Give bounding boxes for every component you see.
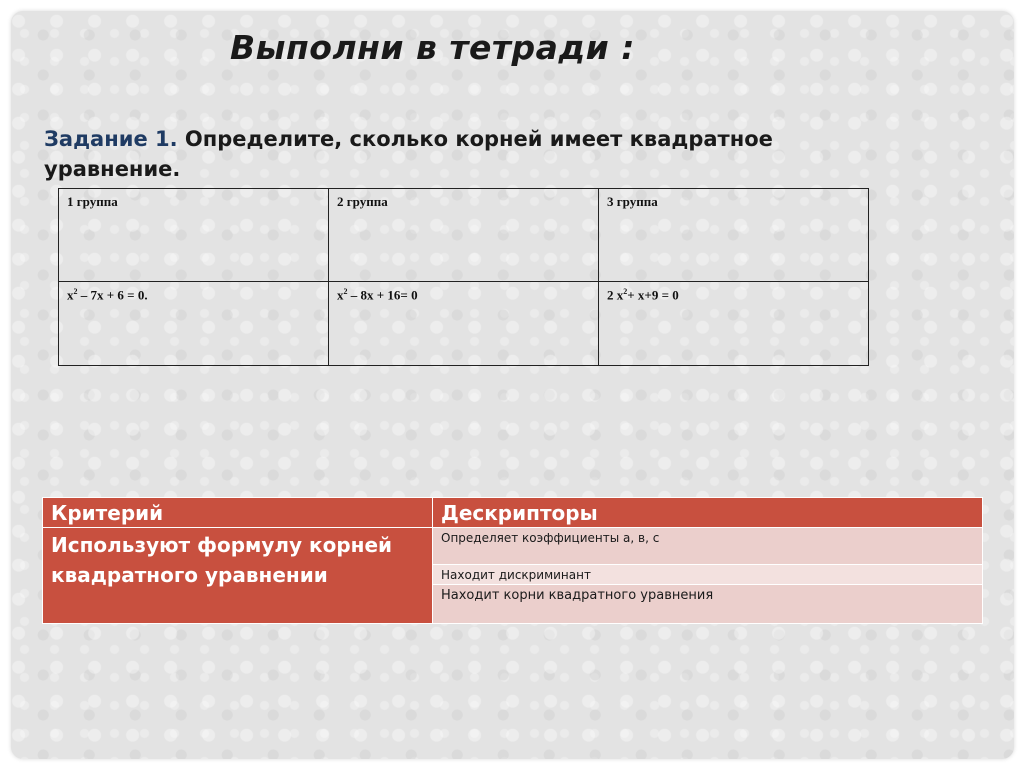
task-text (44, 124, 864, 184)
criterion-header: Критерий (43, 498, 433, 528)
descriptors-header: Дескрипторы (433, 498, 983, 528)
descriptor-2: Находит дискриминант (433, 565, 983, 585)
descriptor-1: Определяет коэффициенты а, в, с (433, 528, 983, 565)
criteria-header-row (43, 498, 983, 528)
task-description: Определите, сколько корней имеет квадратное уравнение. (44, 127, 773, 181)
eq-3-base: 2 x (607, 287, 624, 303)
group-2-header: 2 группа (329, 189, 599, 282)
eq-1-base: x (67, 287, 74, 303)
group-2-equation (329, 282, 599, 366)
group-1-header: 1 группа (59, 189, 329, 282)
eq-1-exponent: 2 (73, 287, 78, 296)
slide-title: Выполни в тетради : (230, 28, 635, 67)
eq-3-rest: + x+9 = 0 (627, 287, 679, 303)
task-label: Задание 1. (44, 127, 178, 151)
criteria-table (42, 497, 983, 624)
group-3-header: 3 группа (599, 189, 869, 282)
groups-equation-row (59, 282, 869, 366)
criterion-text: Используют формулу корней квадратного уравнении (43, 528, 433, 624)
group-1-equation (59, 282, 329, 366)
eq-1-rest: – 7x + 6 = 0. (77, 287, 148, 303)
eq-2-base: x (337, 287, 344, 303)
descriptor-3: Находит корни квадратного уравнения (433, 585, 983, 624)
group-3-equation (599, 282, 869, 366)
eq-3-exponent: 2 (623, 287, 628, 296)
groups-header-row (59, 189, 869, 282)
eq-2-rest: – 8x + 16= 0 (347, 287, 418, 303)
eq-2-exponent: 2 (343, 287, 348, 296)
groups-table (58, 188, 869, 366)
criteria-row-1 (43, 528, 983, 565)
